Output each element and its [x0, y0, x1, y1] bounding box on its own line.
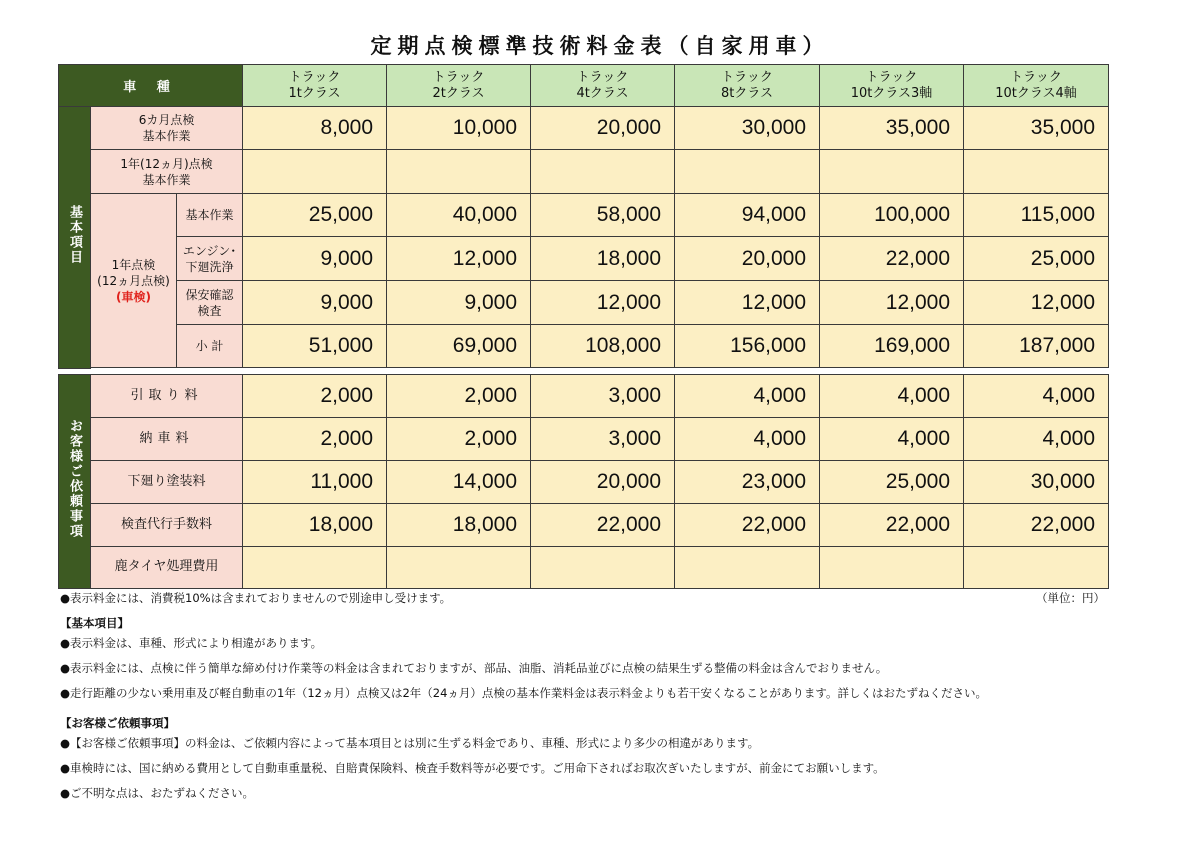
price-cell: 51,000 — [243, 325, 387, 368]
price-cell — [675, 150, 820, 194]
price-cell — [820, 546, 964, 588]
price-cell: 94,000 — [675, 194, 820, 237]
price-table — [58, 64, 1109, 589]
row-label-undercoat-fee: 下廻り塗装料 — [91, 460, 243, 503]
price-cell: 14,000 — [387, 460, 531, 503]
price-cell — [243, 150, 387, 194]
price-cell: 22,000 — [964, 503, 1109, 546]
price-cell: 4,000 — [964, 374, 1109, 417]
price-cell — [387, 546, 531, 588]
price-cell — [675, 546, 820, 588]
price-cell: 100,000 — [820, 194, 964, 237]
note-line: ●表示料金は、車種、形式により相違があります。 — [60, 636, 323, 650]
table-row — [59, 194, 1109, 237]
note-line: ●ご不明な点は、おたずねください。 — [60, 786, 255, 800]
price-cell — [531, 546, 675, 588]
price-cell: 12,000 — [820, 281, 964, 325]
price-cell — [531, 150, 675, 194]
price-cell — [964, 546, 1109, 588]
row-label-safety-check: 保安確認 検査 — [177, 281, 243, 325]
note-line: ●【お客様ご依頼事項】の料金は、ご依頼内容によって基本項目とは別に生ずる料金であり、車種、形式により多少の相違があります。 — [60, 736, 760, 750]
row-label-6month: 6カ月点検 基本作業 — [91, 107, 243, 150]
table-row — [59, 417, 1109, 460]
table-row — [59, 107, 1109, 150]
price-cell: 4,000 — [964, 417, 1109, 460]
price-cell: 20,000 — [531, 107, 675, 150]
table-row — [59, 237, 1109, 281]
row-label-basic-work: 基本作業 — [177, 194, 243, 237]
price-cell: 25,000 — [820, 460, 964, 503]
page-title: 定期点検標準技術料金表（自家用車） — [370, 34, 830, 58]
price-cell: 69,000 — [387, 325, 531, 368]
price-cell: 4,000 — [820, 417, 964, 460]
price-cell — [820, 150, 964, 194]
price-cell: 2,000 — [243, 374, 387, 417]
price-cell: 12,000 — [387, 237, 531, 281]
basic-items-group-label: 基本項目 — [59, 107, 91, 369]
price-cell: 58,000 — [531, 194, 675, 237]
price-cell — [964, 150, 1109, 194]
price-cell — [243, 546, 387, 588]
price-cell: 3,000 — [531, 417, 675, 460]
column-header-10t-4axle: トラック 10tクラス4軸 — [964, 65, 1109, 107]
row-label-delivery-fee: 納車料 — [91, 417, 243, 460]
customer-items-heading: 【お客様ご依頼事項】 — [60, 716, 175, 730]
note-line — [60, 591, 1105, 606]
price-cell: 11,000 — [243, 460, 387, 503]
row-label-pickup-fee: 引取り料 — [91, 374, 243, 417]
column-header-1t: トラック 1tクラス — [243, 65, 387, 107]
price-cell: 156,000 — [675, 325, 820, 368]
table-row — [59, 460, 1109, 503]
row-label-annual-inspection: 1年点検 (12ヵ月点検) (車検) — [91, 194, 177, 368]
price-cell: 30,000 — [675, 107, 820, 150]
price-cell: 35,000 — [820, 107, 964, 150]
table-row — [59, 546, 1109, 588]
price-cell: 35,000 — [964, 107, 1109, 150]
price-cell: 20,000 — [531, 460, 675, 503]
price-cell: 22,000 — [675, 503, 820, 546]
note-line: ●走行距離の少ない乗用車及び軽自動車の1年（12ヵ月）点検又は2年（24ヵ月）点検の基本作業料金は表示料金よりも若干安くなることがあります。詳しくはおたずねください。 — [60, 686, 988, 700]
shaken-label: (車検) — [116, 289, 151, 304]
notes-section — [60, 591, 1105, 806]
price-cell: 25,000 — [243, 194, 387, 237]
vehicle-type-header: 車 種 — [59, 65, 243, 107]
price-cell: 25,000 — [964, 237, 1109, 281]
header-row — [59, 65, 1109, 107]
price-cell: 3,000 — [531, 374, 675, 417]
table-row — [59, 150, 1109, 194]
price-cell: 2,000 — [387, 417, 531, 460]
tax-note: ●表示料金には、消費税10%は含まれておりませんので別途申し受けます。 — [60, 591, 452, 605]
price-cell: 4,000 — [675, 417, 820, 460]
unit-note: （単位：円） — [1036, 591, 1105, 605]
row-label-engine-wash: エンジン･ 下廻洗浄 — [177, 237, 243, 281]
note-line: ●車検時には、国に納める費用として自動車重量税、自賠責保険料、検査手数料等が必要です。ご用命下さればお取次ぎいたしますが、前金にてお願いします。 — [60, 761, 885, 775]
price-cell: 22,000 — [820, 237, 964, 281]
price-cell: 4,000 — [820, 374, 964, 417]
column-header-10t-3axle: トラック 10tクラス3軸 — [820, 65, 964, 107]
price-cell: 18,000 — [531, 237, 675, 281]
column-header-8t: トラック 8tクラス — [675, 65, 820, 107]
price-cell: 30,000 — [964, 460, 1109, 503]
row-label-tire-disposal-fee: 鹿タイヤ処理費用 — [91, 546, 243, 588]
price-cell: 2,000 — [243, 417, 387, 460]
row-label-12month: 1年(12ヵ月)点検 基本作業 — [91, 150, 243, 194]
price-cell — [387, 150, 531, 194]
price-cell: 108,000 — [531, 325, 675, 368]
price-cell: 8,000 — [243, 107, 387, 150]
table-row — [59, 281, 1109, 325]
price-cell: 9,000 — [243, 281, 387, 325]
price-cell: 18,000 — [243, 503, 387, 546]
column-header-4t: トラック 4tクラス — [531, 65, 675, 107]
note-line: ●表示料金には、点検に伴う簡単な締め付け作業等の料金は含まれておりますが、部品、油脂、消耗品並びに点検の結果生ずる整備の料金は含んでおりません。 — [60, 661, 888, 675]
price-cell: 2,000 — [387, 374, 531, 417]
price-cell: 20,000 — [675, 237, 820, 281]
price-cell: 12,000 — [675, 281, 820, 325]
column-header-2t: トラック 2tクラス — [387, 65, 531, 107]
price-cell: 187,000 — [964, 325, 1109, 368]
table-row — [59, 325, 1109, 368]
price-cell: 10,000 — [387, 107, 531, 150]
price-cell: 12,000 — [964, 281, 1109, 325]
price-cell: 169,000 — [820, 325, 964, 368]
price-cell: 23,000 — [675, 460, 820, 503]
row-label-subtotal: 小 計 — [177, 325, 243, 368]
table-row — [59, 503, 1109, 546]
price-cell: 22,000 — [820, 503, 964, 546]
price-cell: 18,000 — [387, 503, 531, 546]
price-cell: 115,000 — [964, 194, 1109, 237]
customer-request-group-label: お客様ご依頼事項 — [59, 374, 91, 588]
price-cell: 12,000 — [531, 281, 675, 325]
price-cell: 40,000 — [387, 194, 531, 237]
price-cell: 9,000 — [243, 237, 387, 281]
row-label-inspection-agency-fee: 検査代行手数料 — [91, 503, 243, 546]
basic-items-heading: 【基本項目】 — [60, 616, 129, 630]
price-cell: 9,000 — [387, 281, 531, 325]
price-cell: 4,000 — [675, 374, 820, 417]
price-cell: 22,000 — [531, 503, 675, 546]
table-row — [59, 374, 1109, 417]
